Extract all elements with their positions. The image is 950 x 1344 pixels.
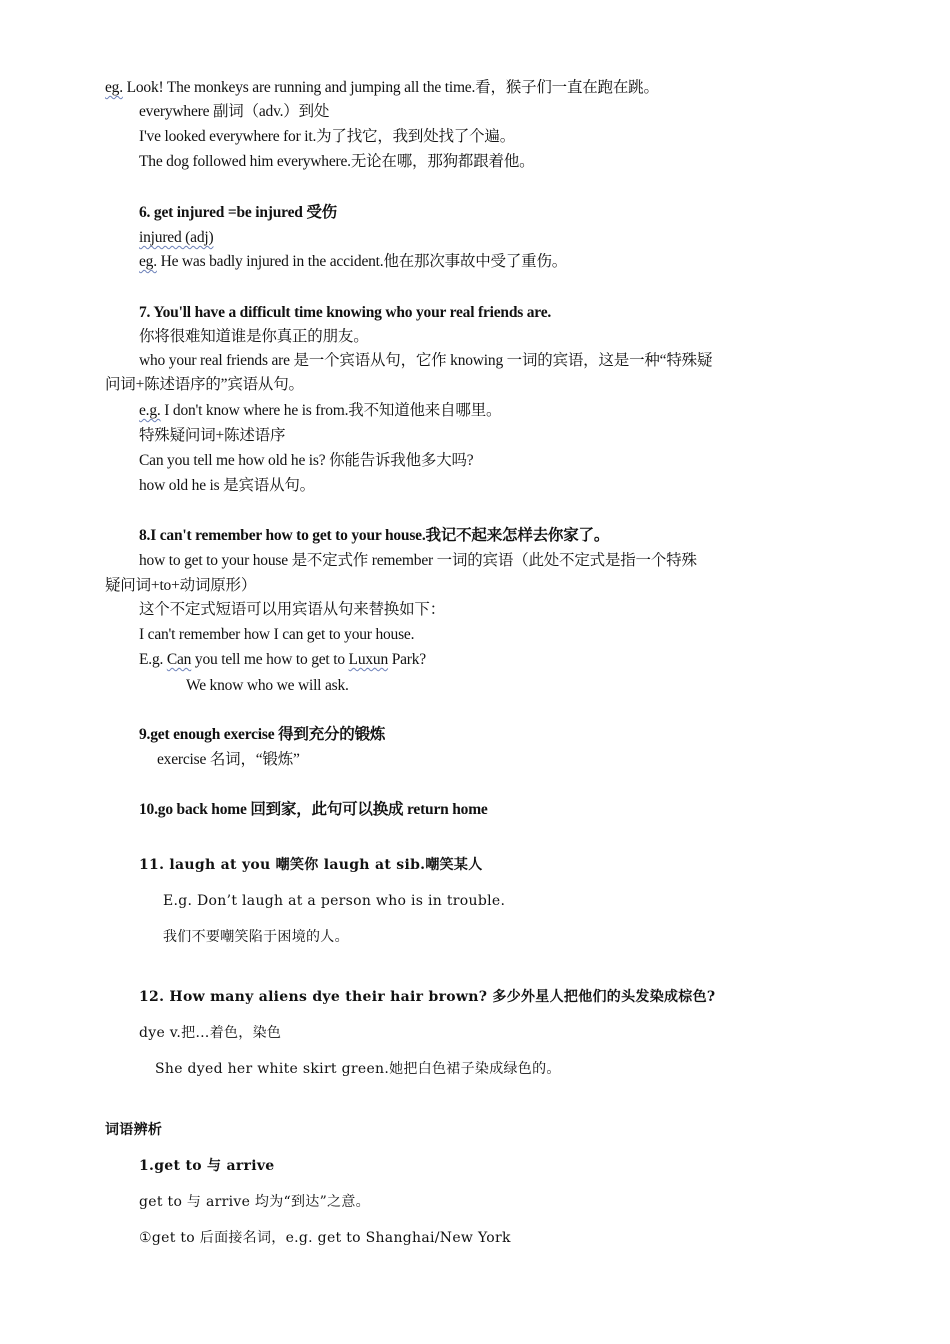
point-6-heading: 6. get injured =be injured 受伤 bbox=[139, 204, 337, 221]
injured-example: eg. He was badly injured in the accident.他在那次事故中受了重伤。 bbox=[139, 253, 568, 270]
example-monkeys: eg. Look! The monkeys are running and jumping all the time.看，猴子们一直在跑在跳。 bbox=[105, 79, 659, 96]
eg-marker: e.g. bbox=[139, 402, 161, 419]
point-8-example-1: I can't remember how I can get to your house. bbox=[139, 626, 415, 643]
point-11-translation: 我们不要嘲笑陷于困境的人。 bbox=[163, 929, 349, 945]
point-8-explanation-line1: how to get to your house 是不定式作 remember 一词的宾语（此处不定式是指一个特殊 bbox=[139, 552, 697, 569]
injured-definition: injured (adj) bbox=[139, 229, 214, 246]
point-7-rule: 特殊疑问词+陈述语序 bbox=[139, 427, 286, 444]
point-8-explanation-line2: 疑问词+to+动词原形） bbox=[105, 577, 257, 594]
point-9-heading: 9.get enough exercise 得到充分的锻炼 bbox=[139, 726, 386, 743]
point-8-replacement-note: 这个不定式短语可以用宾语从句来替换如下： bbox=[139, 601, 446, 618]
point-10-heading: 10.go back home 回到家，此句可以换成 return home bbox=[139, 801, 488, 818]
exercise-definition: exercise 名词，“锻炼” bbox=[157, 751, 300, 768]
point-7-translation: 你将很难知道谁是你真正的朋友。 bbox=[139, 328, 369, 345]
eg-marker: eg. bbox=[105, 79, 123, 96]
everywhere-example-1: I've looked everywhere for it.为了找它，我到处找了个遍。 bbox=[139, 128, 516, 145]
section-heading-word-discrimination: 词语辨析 bbox=[105, 1122, 163, 1138]
everywhere-example-2: The dog followed him everywhere.无论在哪，那狗都跟着他。 bbox=[139, 153, 535, 170]
point-11-heading: 11. laugh at you 嘲笑你 laugh at sib.嘲笑某人 bbox=[139, 857, 483, 873]
point-8-example-2: E.g. Can you tell me how to get to Luxun Park? bbox=[139, 651, 426, 668]
point-12-heading: 12. How many aliens dye their hair brown? 多少外星人把他们的头发染成棕色? bbox=[139, 989, 716, 1005]
point-7-heading: 7. You'll have a difficult time knowing who your real friends are. bbox=[139, 304, 552, 321]
point-7-example-1: e.g. I don't know where he is from.我不知道他来自哪里。 bbox=[139, 402, 502, 419]
point-7-explanation-line1: who your real friends are 是一个宾语从句，它作 knowing 一词的宾语，这是一种“特殊疑 bbox=[139, 352, 713, 369]
point-7-example-2: Can you tell me how old he is? 你能告诉我他多大吗? bbox=[139, 452, 474, 469]
eg-marker: eg. bbox=[139, 253, 157, 270]
getto-arrive-heading: 1.get to 与 arrive bbox=[139, 1158, 275, 1174]
point-7-note: how old he is 是宾语从句。 bbox=[139, 477, 315, 494]
getto-usage-1: ①get to 后面接名词，e.g. get to Shanghai/New York bbox=[139, 1230, 511, 1246]
dye-example: She dyed her white skirt green.她把白色裙子染成绿色的。 bbox=[155, 1061, 561, 1077]
point-8-heading: 8.I can't remember how to get to your house.我记不起来怎样去你家了。 bbox=[139, 527, 610, 544]
everywhere-definition: everywhere 副词（adv.）到处 bbox=[139, 103, 330, 120]
point-7-explanation-line2: 问词+陈述语序的”宾语从句。 bbox=[105, 376, 304, 393]
point-11-example: E.g. Don’t laugh at a person who is in trouble. bbox=[163, 893, 506, 909]
dye-definition: dye v.把…着色，染色 bbox=[139, 1025, 282, 1041]
point-8-example-3: We know who we will ask. bbox=[186, 677, 349, 694]
getto-arrive-meaning: get to 与 arrive 均为“到达”之意。 bbox=[139, 1194, 370, 1210]
